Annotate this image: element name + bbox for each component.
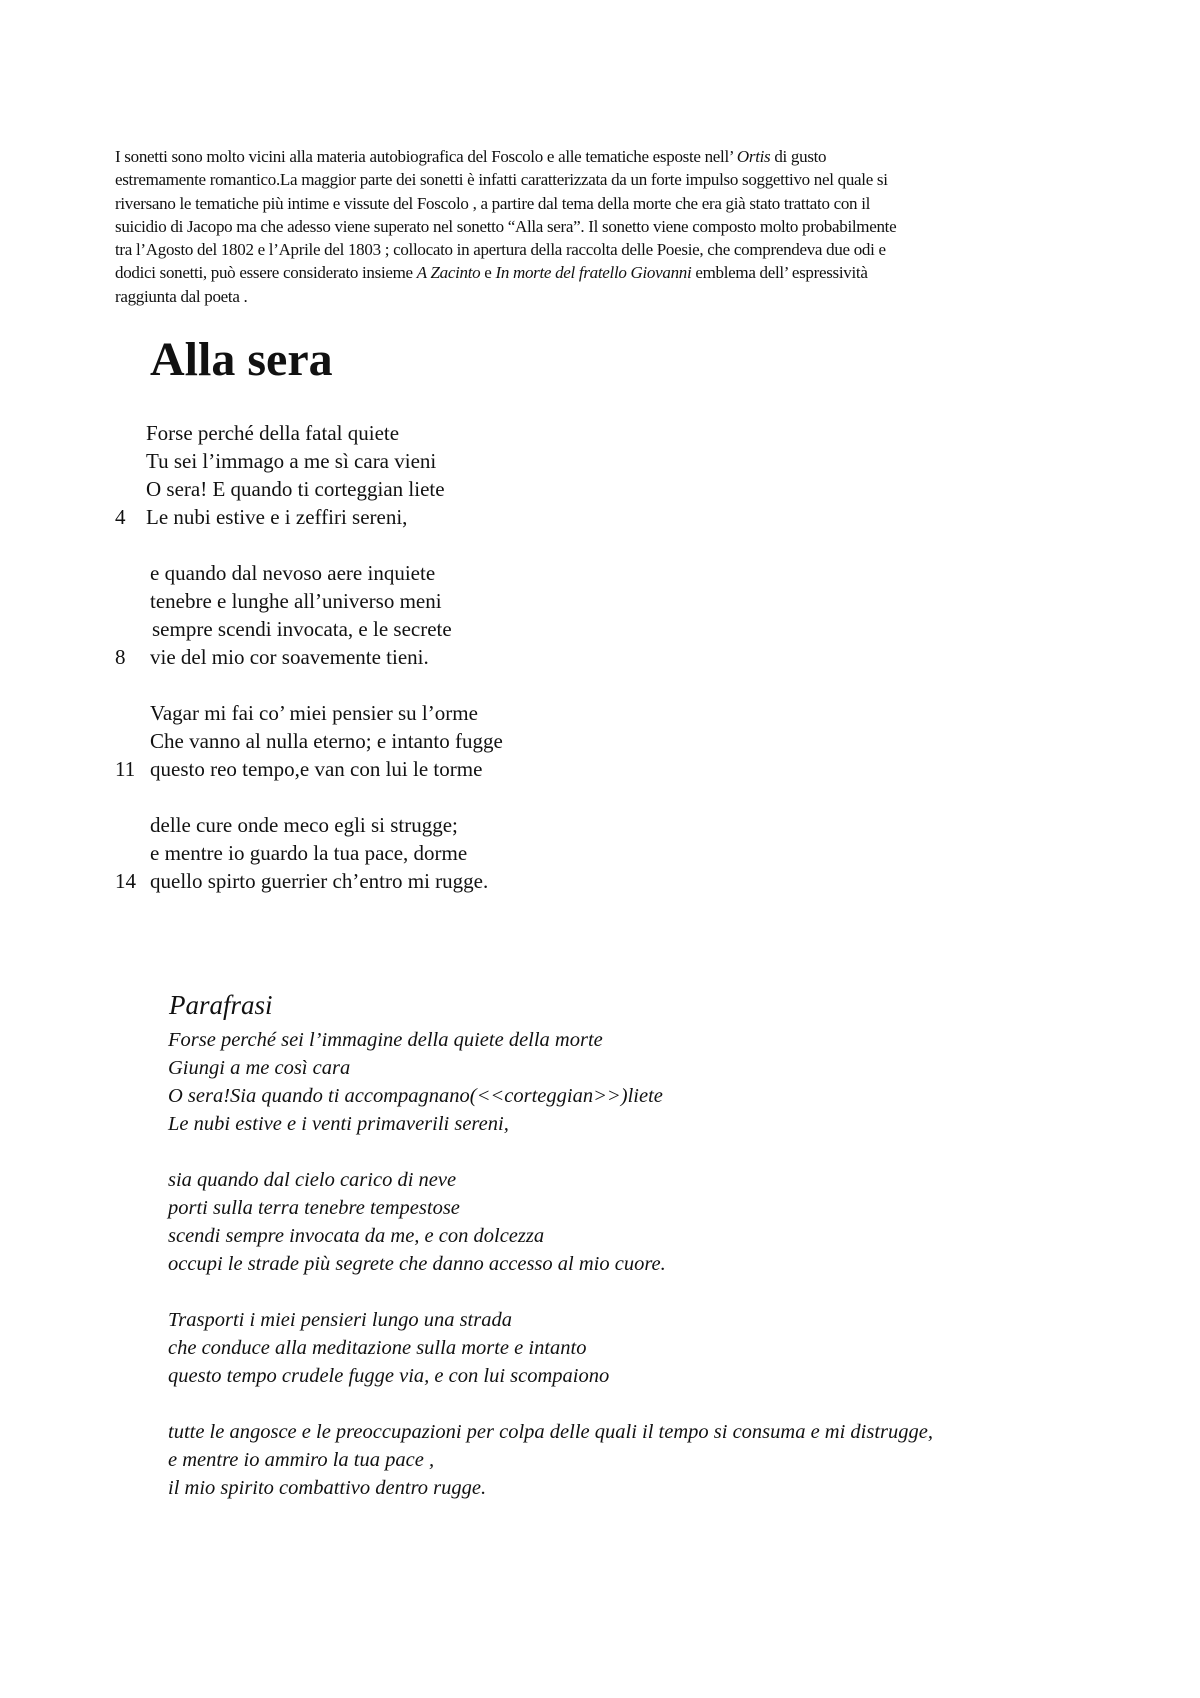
poem-line: [0, 503, 700, 531]
work-title-ortis: Ortis: [736, 147, 771, 166]
poem-line-text: tenebre e lunghe all’universo meni: [150, 589, 442, 613]
poem-stanza: [0, 419, 700, 531]
poem-line: [0, 419, 700, 447]
paraphrase-line: [0, 1194, 1150, 1222]
poem-stanza: [0, 699, 700, 783]
intro-line: I sonetti sono molto vicini alla materia autobiografica del Foscolo e alle tematiche esposte nell’ Ortis di gusto: [115, 147, 827, 166]
paraphrase-stanza: [0, 1306, 1150, 1390]
poem-line: [0, 615, 700, 643]
poem-line: [0, 839, 700, 867]
paraphrase-line: [0, 1110, 1150, 1138]
poem-line: [0, 475, 700, 503]
poem-stanza: [0, 559, 700, 671]
paraphrase-line: [0, 1306, 1150, 1334]
paraphrase-stanza: [0, 1418, 1150, 1502]
work-title-a-zacinto: A Zacinto: [416, 263, 481, 283]
poem-line-text: Vagar mi fai co’ miei pensier su l’orme: [150, 701, 478, 725]
poem-line-text: vie del mio cor soavemente tieni.: [150, 645, 429, 669]
paraphrase-line-text: scendi sempre invocata da me, e con dolcezza: [168, 1225, 545, 1247]
paraphrase-line: [0, 1474, 1150, 1502]
paraphrase-line: [0, 1362, 1150, 1390]
paraphrase-line-text: il mio spirito combattivo dentro rugge.: [168, 1477, 487, 1499]
paraphrase-stanza: [0, 1026, 1150, 1138]
poem-line: [0, 811, 700, 839]
intro-line: riversano le tematiche più intime e vissute del Foscolo , a partire dal tema della morte che era già stato trattato con il: [115, 193, 871, 213]
paraphrase-line: [0, 1418, 1150, 1446]
paraphrase-line: [0, 1054, 1150, 1082]
paraphrase: [0, 1026, 1150, 1530]
intro-line: raggiunta dal poeta .: [115, 286, 248, 306]
paraphrase-line: [0, 1026, 1150, 1054]
poem-line-text: Che vanno al nulla eterno; e intanto fugge: [150, 729, 503, 753]
poem: [0, 419, 700, 923]
paraphrase-stanza: [0, 1166, 1150, 1278]
poem-line-text: O sera! E quando ti corteggian liete: [146, 477, 445, 501]
poem-line: [0, 727, 700, 755]
poem-line: [0, 559, 700, 587]
poem-stanza: [0, 811, 700, 895]
poem-title: Alla sera: [150, 333, 333, 386]
line-number: 14: [115, 869, 136, 893]
poem-line-text: Le nubi estive e i zeffiri sereni,: [146, 505, 408, 529]
poem-line-text: Tu sei l’immago a me sì cara vieni: [146, 449, 437, 473]
paraphrase-title: Parafrasi: [169, 990, 273, 1020]
intro-line: dodici sonetti, può essere considerato insieme A Zacinto e In morte del fratello Giovanni emblema dell’ espressività: [115, 263, 868, 283]
intro-line: estremamente romantico.La maggior parte dei sonetti è infatti caratterizzata da un forte impulso soggettivo nel quale si: [115, 170, 888, 190]
paraphrase-line-text: occupi le strade più segrete che danno accesso al mio cuore.: [168, 1253, 666, 1275]
poem-line: [0, 643, 700, 671]
intro-line: suicidio di Jacopo ma che adesso viene superato nel sonetto “Alla sera”. Il sonetto viene composto molto probabilmente: [115, 216, 897, 236]
poem-line-text: quello spirto guerrier ch’entro mi rugge.: [150, 869, 489, 893]
paraphrase-line-text: questo tempo crudele fugge via, e con lui scompaiono: [168, 1365, 610, 1387]
paraphrase-line-text: tutte le angosce e le preoccupazioni per colpa delle quali il tempo si consuma e mi distrugge,: [168, 1421, 933, 1443]
paraphrase-line: [0, 1446, 1150, 1474]
poem-line: [0, 447, 700, 475]
paraphrase-line-text: Forse perché sei l’immagine della quiete della morte: [168, 1029, 603, 1051]
paraphrase-line: [0, 1222, 1150, 1250]
line-number: 8: [115, 645, 126, 669]
poem-line-text: e quando dal nevoso aere inquiete: [150, 561, 436, 585]
poem-line: [0, 587, 700, 615]
poem-line: [0, 755, 700, 783]
poem-line: [0, 699, 700, 727]
paraphrase-line: [0, 1166, 1150, 1194]
paraphrase-line-text: porti sulla terra tenebre tempestose: [168, 1197, 460, 1219]
poem-line-text: Forse perché della fatal quiete: [146, 421, 400, 445]
poem-line-text: e mentre io guardo la tua pace, dorme: [150, 841, 468, 865]
paraphrase-line-text: Giungi a me così cara: [168, 1057, 351, 1079]
paraphrase-line-text: e mentre io ammiro la tua pace ,: [168, 1449, 435, 1471]
poem-line: [0, 867, 700, 895]
poem-line-text: delle cure onde meco egli si strugge;: [150, 813, 458, 837]
paraphrase-line-text: sia quando dal cielo carico di neve: [168, 1169, 457, 1191]
intro-line: tra l’Agosto del 1802 e l’Aprile del 1803 ; collocato in apertura della raccolta delle Poesie, che comprendeva due odi e: [115, 240, 886, 260]
poem-line-text: sempre scendi invocata, e le secrete: [152, 617, 452, 641]
intro-paragraph: [115, 145, 1100, 308]
paraphrase-line: [0, 1250, 1150, 1278]
paraphrase-line-text: Trasporti i miei pensieri lungo una strada: [168, 1309, 512, 1331]
paraphrase-line: [0, 1082, 1150, 1110]
work-title-in-morte: In morte del fratello Giovanni: [495, 263, 692, 283]
line-number: 11: [115, 757, 136, 781]
paraphrase-line: [0, 1334, 1150, 1362]
paraphrase-line-text: O sera!Sia quando ti accompagnano(<<corteggian>>)liete: [168, 1085, 663, 1107]
poem-line-text: questo reo tempo,e van con lui le torme: [150, 757, 483, 781]
line-number: 4: [115, 505, 126, 529]
paraphrase-line-text: che conduce alla meditazione sulla morte e intanto: [168, 1337, 587, 1359]
paraphrase-line-text: Le nubi estive e i venti primaverili sereni,: [168, 1113, 509, 1135]
